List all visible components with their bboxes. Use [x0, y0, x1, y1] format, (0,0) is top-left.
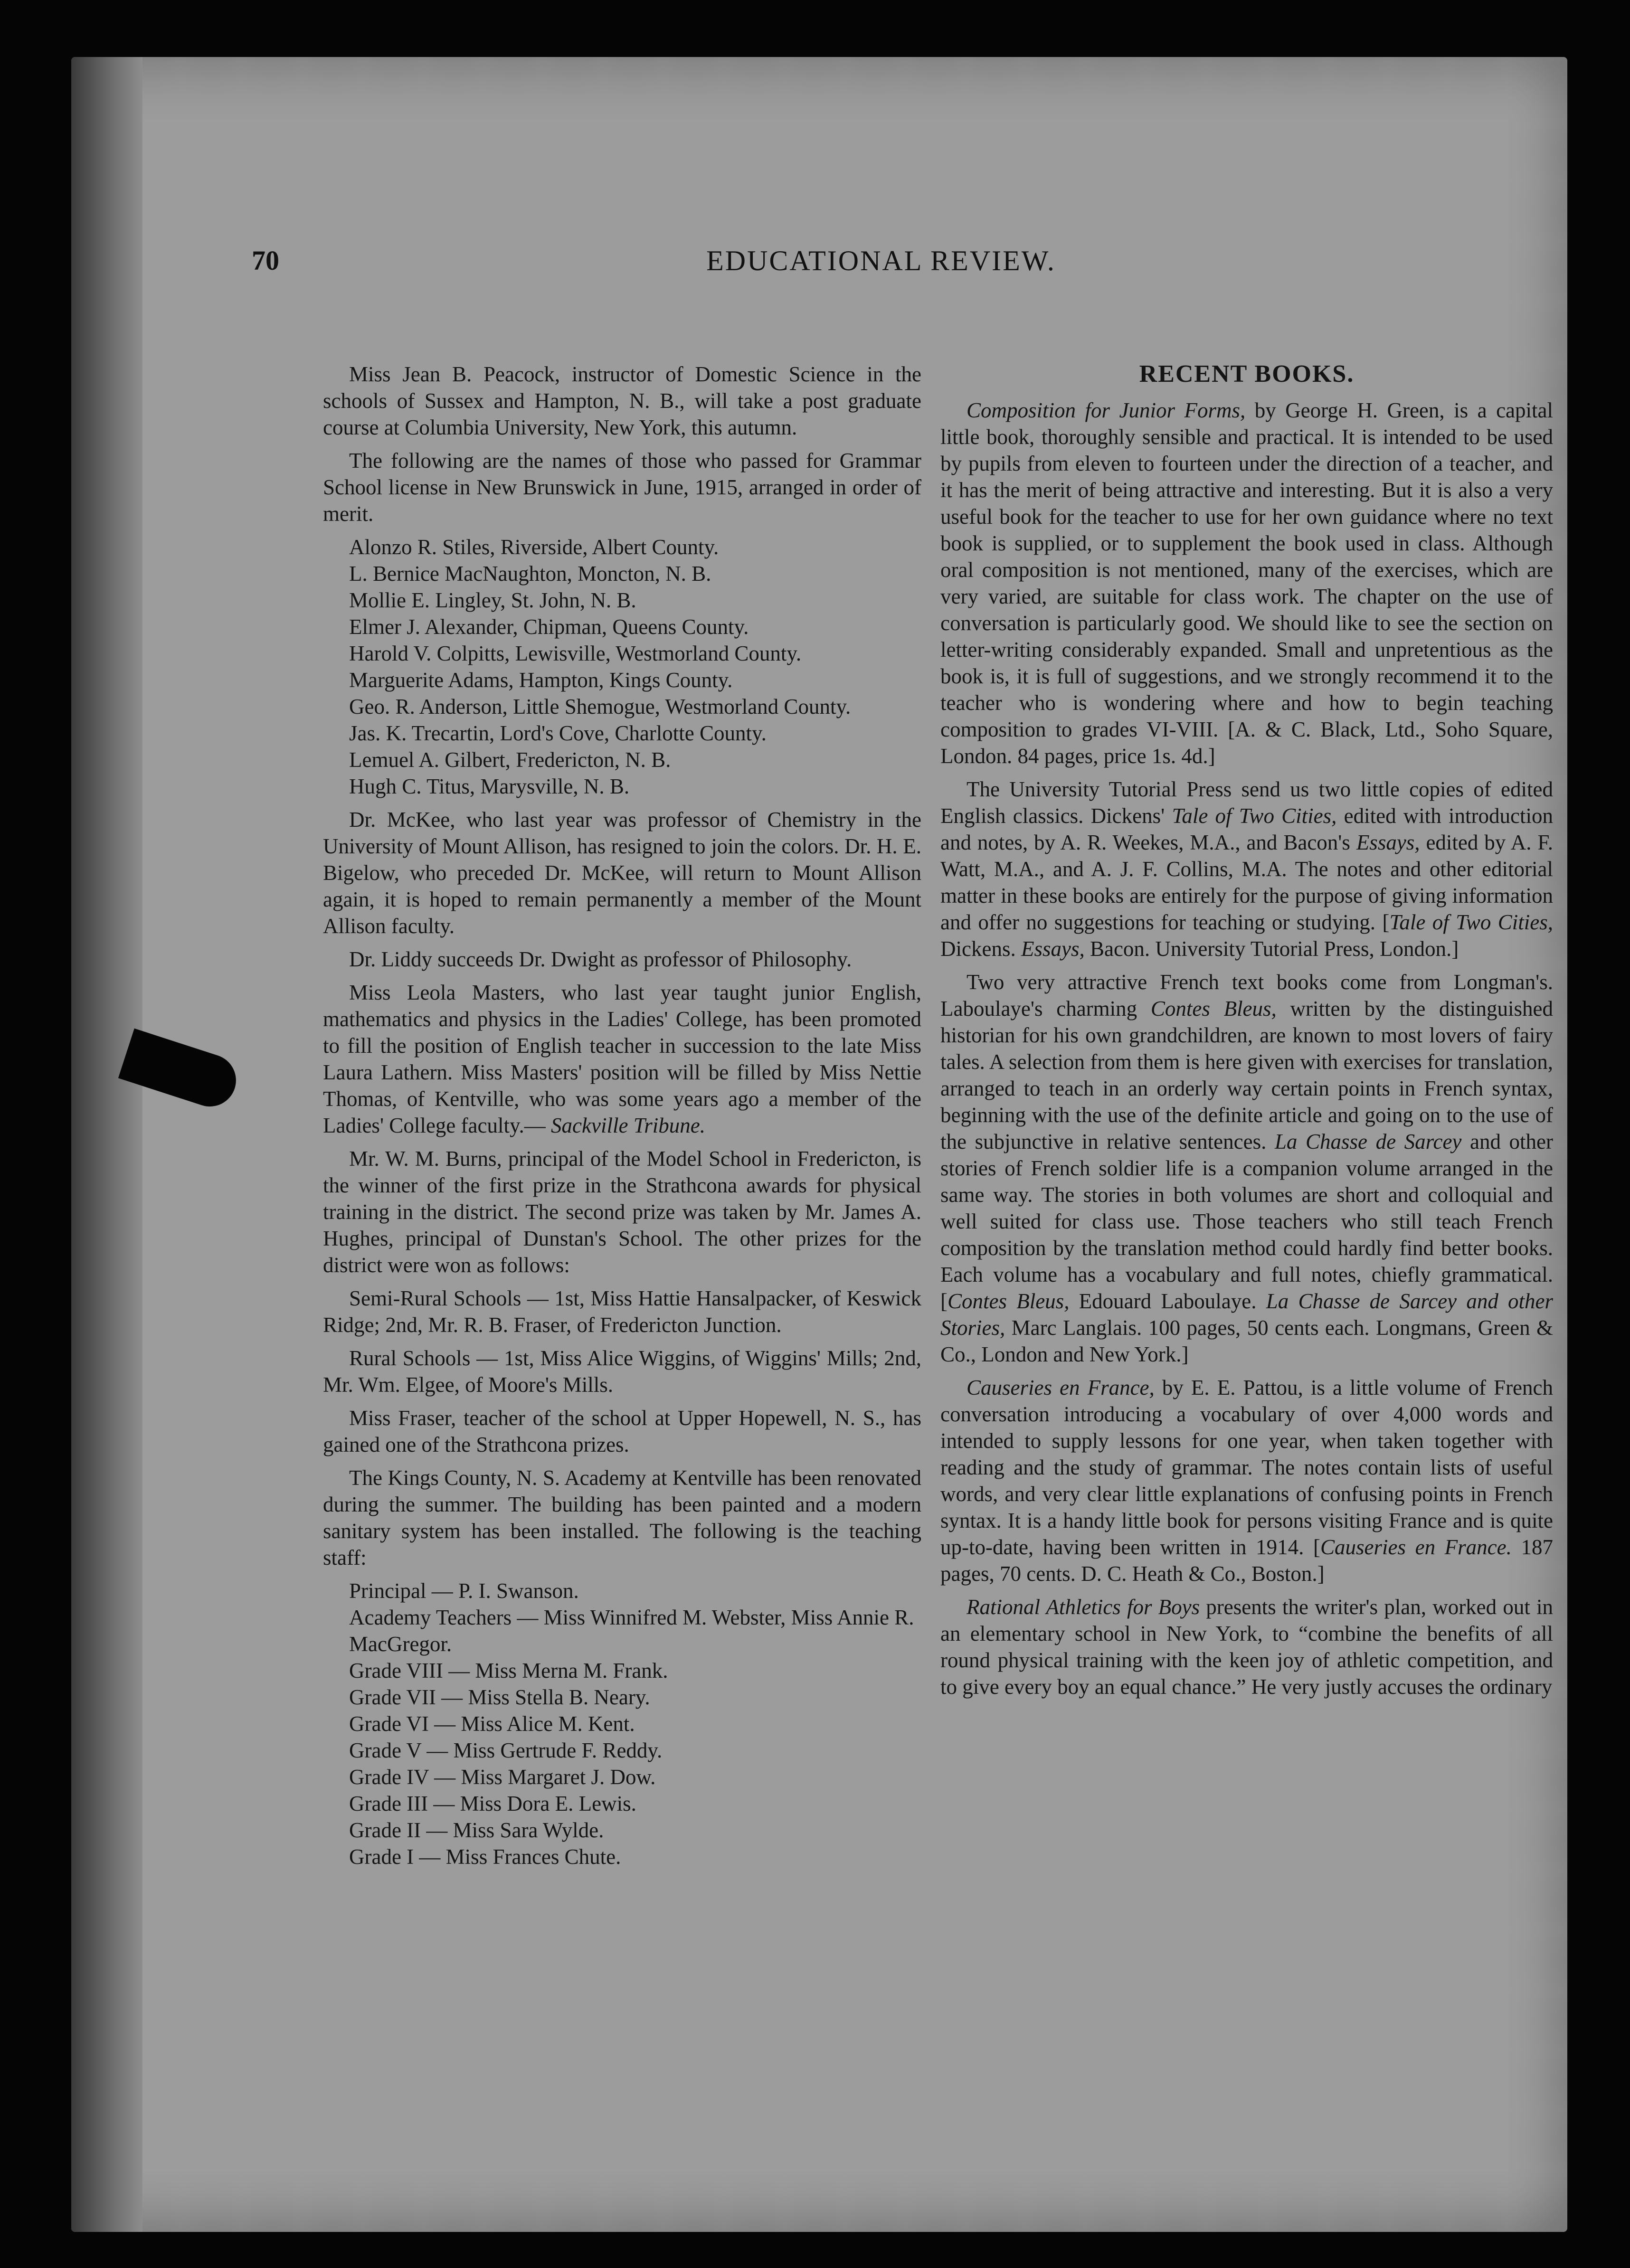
paragraph-semi-rural: Semi-Rural Schools — 1st, Miss Hattie Hansalpacker, of Keswick Ridge; 2nd, Mr. R. B. Fraser, of Fredericton Junction. [323, 1286, 921, 1337]
review-tutorial-press [940, 776, 1553, 962]
book-title: La Chasse de Sarcey and other Stories, [940, 1289, 1554, 1340]
scanned-page [71, 57, 1567, 2232]
paragraph-liddy: Dr. Liddy succeeds Dr. Dwight as professor of Philosophy. [349, 947, 852, 971]
book-title: La Chasse de Sarcey [1274, 1130, 1462, 1153]
staff-list [323, 1578, 921, 1870]
list-item: Principal — P. I. Swanson. [349, 1579, 579, 1603]
book-title: Tale of Two Cities, [1389, 910, 1553, 934]
paragraph-masters [323, 979, 921, 1139]
page-header [252, 245, 1510, 302]
list-item: Grade VIII — Miss Merna M. Frank. [349, 1659, 668, 1682]
review-causeries [940, 1374, 1553, 1587]
list-item: Grade II — Miss Sara Wylde. [349, 1818, 604, 1842]
list-item: Harold V. Colpitts, Lewisville, Westmorland County. [349, 642, 802, 665]
list-item: Marguerite Adams, Hampton, Kings County. [349, 668, 733, 692]
paragraph-burns: Mr. W. M. Burns, principal of the Model School in Fredericton, is the winner of the first prize in the Strathcona awards for physical training in the district. The second prize was taken by Mr. James A. Hughes, principal of Dunstan's School. The other prizes for the district were won as follows: [323, 1147, 921, 1277]
list-item: Grade VII — Miss Stella B. Neary. [349, 1685, 650, 1709]
review-text: 187 pages, 70 cents. D. C. Heath & Co., Boston.] [940, 1535, 1554, 1586]
list-item: Lemuel A. Gilbert, Fredericton, N. B. [349, 748, 671, 772]
list-item: Grade V — Miss Gertrude F. Reddy. [349, 1739, 663, 1762]
list-item: Grade I — Miss Frances Chute. [349, 1845, 621, 1869]
book-title: Rational Athletics for Boys [967, 1595, 1200, 1619]
book-title: Essays, [1021, 937, 1085, 961]
list-item: Academy Teachers — Miss Winnifred M. Webster, Miss Annie R. MacGregor. [349, 1606, 914, 1656]
book-title: Contes Bleus, [948, 1289, 1070, 1313]
review-text: Dickens. [940, 937, 1016, 961]
review-text: Marc Langlais. 100 pages, 50 cents each. Longmans, Green & Co., London and New York.] [940, 1316, 1553, 1366]
review-text: The University Tutorial Press send us two little copies of edited English classics. Dickens' [940, 777, 1553, 828]
review-text: by E. E. Pattou, is a little volume of French conversation introducing a vocabulary of over 4,000 words and intended to supply lessons for one year, when taken together with reading and the study of grammar. The notes contain lists of useful words, and very clear little explanations of confusing points in French syntax. It is a handy little book for persons visiting France and is quite up-to-date, having been written in 1914. [ [940, 1376, 1553, 1559]
book-title: Contes Bleus, [1150, 997, 1277, 1021]
review-text: edited with introduction and notes, by A. R. Weekes, M.A., and Bacon's [940, 804, 1553, 854]
book-title: Composition for Junior Forms, [967, 398, 1246, 422]
page-number: 70 [252, 245, 279, 276]
list-item: Alonzo R. Stiles, Riverside, Albert County. [349, 535, 719, 559]
list-item: Mollie E. Lingley, St. John, N. B. [349, 588, 636, 612]
review-text: Bacon. University Tutorial Press, London.] [1084, 937, 1459, 961]
paragraph-rural: Rural Schools — 1st, Miss Alice Wiggins, of Wiggins' Mills; 2nd, Mr. Wm. Elgee, of Moore's Mills. [323, 1346, 921, 1397]
list-item: L. Bernice MacNaughton, Moncton, N. B. [349, 562, 711, 586]
paragraph-peacock: Miss Jean B. Peacock, instructor of Domestic Science in the schools of Sussex and Hampton, N. B., will take a post graduate course at Columbia University, New York, this autumn. [323, 362, 921, 439]
list-item: Hugh C. Titus, Marysville, N. B. [349, 775, 630, 798]
book-title: Essays, [1356, 831, 1420, 854]
review-text: Two very attractive French text books come from Longman's. Laboulaye's charming [940, 970, 1553, 1021]
review-rational-athletics [940, 1594, 1553, 1700]
review-text: by George H. Green, is a capital little book, thoroughly sensible and practical. It is intended to be used by pupils from eleven to fourteen under the direction of a teacher, and it has the merit of being attractive and interesting. But it is also a very useful book for the teacher to use for her own guidance where no text book is supplied, or to supplement the book used in class. Although oral composition is not mentioned, many of the exercises, which are very varied, are suitable for class work. The chapter on the use of conversation is particularly good. We should like to see the section on letter-writing considerably expanded. Small and unpretentious as the book is, it is full of suggestions, and we strongly recommend it to the teacher who is wondering where and how to begin teaching composition to grades VI-VIII. [A. & C. Black, Ltd., Soho Square, London. 84 pages, price 1s. 4d.] [940, 398, 1553, 768]
source-citation: Sackville Tribune. [551, 1114, 705, 1137]
section-title: RECENT BOOKS. [1139, 360, 1355, 387]
list-item: Grade IV — Miss Margaret J. Dow. [349, 1765, 656, 1789]
review-composition [940, 397, 1553, 769]
book-spine [71, 57, 142, 2232]
book-title: Causeries en France, [967, 1376, 1155, 1399]
right-column [940, 361, 1553, 1707]
paragraph-mckee: Dr. McKee, who last year was professor of Chemistry in the University of Mount Allison, has resigned to join the colors. Dr. H. E. Bigelow, who preceded Dr. McKee, will return to Mount Allison again, it is hoped to remain permanently a member of the Mount Allison faculty. [323, 808, 921, 938]
list-item: Grade VI — Miss Alice M. Kent. [349, 1712, 635, 1736]
paragraph-fraser: Miss Fraser, teacher of the school at Upper Hopewell, N. S., has gained one of the Strathcona prizes. [323, 1406, 921, 1456]
book-title: Tale of Two Cities, [1172, 804, 1337, 828]
list-item: Elmer J. Alexander, Chipman, Queens County. [349, 615, 749, 639]
paragraph-kings-county: The Kings County, N. S. Academy at Kentville has been renovated during the summer. The building has been painted and a modern sanitary system has been installed. The following is the teaching staff: [323, 1466, 921, 1569]
list-item: Geo. R. Anderson, Little Shemogue, Westmorland County. [349, 695, 851, 718]
review-text: edited by A. F. Watt, M.A., and A. J. F. Collins, M.A. The notes and other editorial matter in these books are entirely for the purpose of giving information and offer no suggestions for teaching or studying. [ [940, 831, 1554, 934]
running-title: EDUCATIONAL REVIEW. [706, 245, 1056, 276]
review-text: and other stories of French soldier life is a companion volume arranged in the same way. The stories in both volumes are short and colloquial and well suited for class use. Those teachers who still teach French composition by the translation method could hardly find better books. Each volume has a vocabulary and full notes, chiefly grammatical. [ [940, 1130, 1553, 1313]
review-text: Edouard Laboulaye. [1069, 1289, 1257, 1313]
paragraph-text: Miss Leola Masters, who last year taught junior English, mathematics and physics in the Ladies' College, has been promoted to fill the position of English teacher in succession to the late Miss Laura Lathern. Miss Masters' position will be filled by Miss Nettie Thomas, of Kentville, who was some years ago a member of the Ladies' College faculty.— [323, 981, 921, 1137]
list-item: Grade III — Miss Dora E. Lewis. [349, 1792, 636, 1815]
paragraph-license-intro: The following are the names of those who passed for Grammar School license in New Brunswick in June, 1915, arranged in order of merit. [323, 449, 921, 526]
book-title: Causeries en France. [1320, 1535, 1512, 1559]
review-french-texts [940, 969, 1553, 1368]
left-column [323, 361, 921, 1877]
review-text: presents the writer's plan, worked out in an elementary school in New York, to “combine the benefits of all round physical training with the keen joy of athletic competition, and to give every boy an equal chance.” He very justly accuses the ordinary [940, 1595, 1553, 1699]
license-list [323, 534, 921, 800]
list-item: Jas. K. Trecartin, Lord's Cove, Charlotte County. [349, 721, 767, 745]
review-text: written by the distinguished historian for his own grandchildren, are known to most lovers of fairy tales. A selection from them is here given with exercises for translation, arranged to teach in an orderly way certain points in French syntax, beginning with the use of the definite article and going on to the use of the subjunctive in relative sentences. [940, 997, 1554, 1153]
